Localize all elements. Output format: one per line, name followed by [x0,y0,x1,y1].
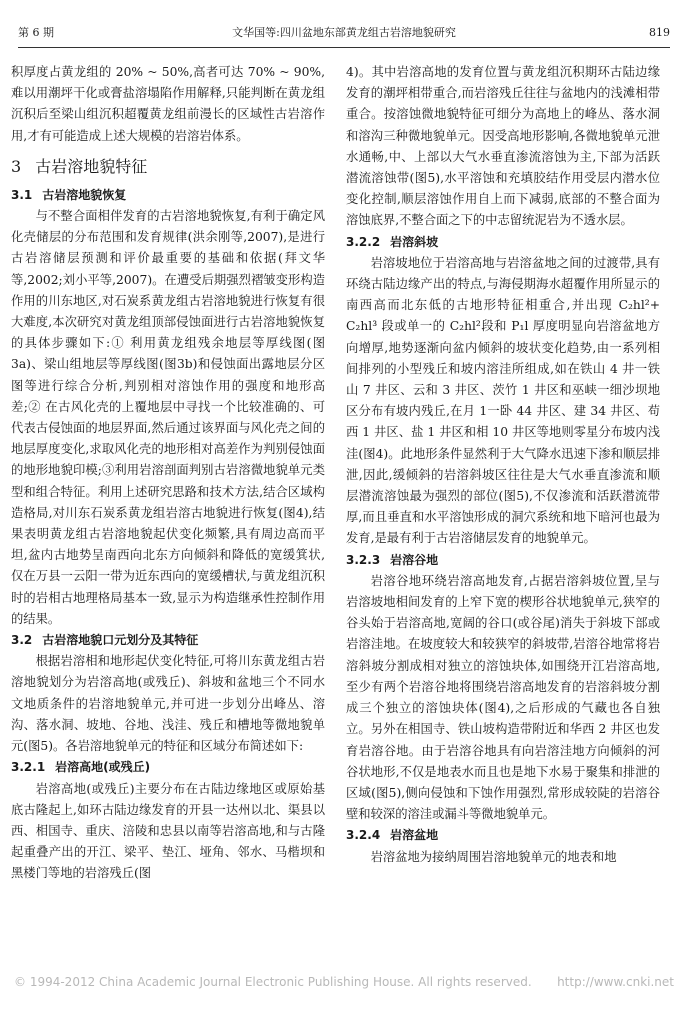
section-3-2-1-number: 3.2.1 [11,760,46,775]
right-column [346,62,660,868]
section-3-2-paragraph: 根据岩溶相和地形起伏变化特征,可将川东黄龙组古岩溶地貌划分为岩溶高地(或残丘)、斜坡和盆地三个不同水文地质条件的岩溶地貌单元,并可进一步划分出峰丛、溶沟、落水洞、坡地、谷地、浅洼、残丘和槽地等微地貌单元(图5)。各岩溶地貌单元的特征和区域分布简述如下: [11,654,325,754]
section-3-2-title: 古岩溶地貌口元划分及其特征 [42,633,199,648]
section-3-title: 古岩溶地貌特征 [35,156,148,176]
section-3-1-paragraph: 与不整合面相伴发育的古岩溶地貌恢复,有利于确定风化壳储层的分布范围和发育规律(洪余刚等,2007),是进行古岩溶储层预测和评价最重要的基础和依据(拜文华等,2002;刘小平等,2007)。在遭受后期强烈褶皱变形构造作用的川东地区,对石炭系黄龙组古岩溶地貌进行恢复有很大难度,本次研究对黄龙组顶部侵蚀面进行古岩溶地貌恢复的具体步骤如下:① 利用黄龙组残余地层等厚线图(图3a)、梁山组地层等厚线图(图3b)和侵蚀面出露地层分区图等进行综合分析,判别相对溶蚀作用的强度和地形高差;② 在古风化壳的上覆地层中寻找一个比较准确的、可代表古侵蚀面的地层界面,然后通过该界面与风化壳之间的地层厚度变化,求取风化壳的地形相对高差作为判别侵蚀面的地形地貌印模;③利用岩溶剖面判别古岩溶微地貌单元类型和组合特征。利用上述研究思路和技术方法,结合区域构造格局,对川东石炭系黄龙组岩溶古地貌进行恢复(图4),结果表明黄龙组古岩溶地貌起伏变化频繁,具有周边高而平坦,盆内古地势呈南西向北东方向倾斜和降低的宽缓箕状,仅在万县一云阳一带为近东西向的宽缓槽状,与黄龙组沉积时的岩相古地理格局基本一致,显示为构造继承性控制作用的结果。 [11,209,325,626]
section-3-1-number: 3.1 [11,187,33,202]
running-header [18,24,670,42]
section-3-2-3-number: 3.2.3 [346,552,381,567]
copyright-watermark [14,974,674,990]
section-3-2-1-title: 岩溶高地(或残丘) [55,760,151,775]
intro-paragraph: 积厚度占黄龙组的 20% ~ 50%,高者可达 70% ~ 90%,难以用潮坪干化或膏盐溶塌陷作用解释,只能判断在黄龙组沉积后至梁山组沉积超覆黄龙组前漫长的区域性古岩溶作用,才有可能造成上述大规模的岩溶岩体系。 [11,65,325,143]
section-3-2-2-paragraph: 岩溶坡地位于岩溶高地与岩溶盆地之间的过渡带,具有环绕古陆边缘产出的特点,与海侵期海水超覆作用所显示的南西高而北东低的古地形特征相重合,并出现 C₂hl²+ C₂hl³ 段或单一的 C₂hl²段和 P₁l 厚度明显向岩溶盆地方向增厚,地势逐渐向盆内倾斜的坡状变化趋势,由一系列相间排列的小型残丘和坡内溶洼所组成,如在铁山 4 井一铁山 7 井区、云和 3 井区、茨竹 1 井区和巫峡一细沙坝地区分布有坡内残丘,在月 1一卧 44 井区、建 34 井区、苟西 1 井区、盐 1 井区和相 10 井区等地则零星分布坡内浅洼(图4)。此地形条件显然利于大气降水迅速下渗和顺层排泄,因此,缓倾斜的岩溶斜坡区往往是大气水垂直渗流和顺层潜流溶蚀最为强烈的部位(图5),不仅渗流和活跃潜流带厚,而且垂直和水平溶蚀形成的洞穴系统和地下暗河也最为发育,是最有利于古岩溶储层发育的地貌单元。 [346,255,660,546]
section-3-2-2-number: 3.2.2 [346,234,381,249]
section-3-2-4-heading [346,825,660,846]
running-title: 文华国等:四川盆地东部黄龙组古岩溶地貌研究 [232,26,456,39]
issue-label: 第 6 期 [18,26,54,39]
section-3-number: 3 [11,156,22,176]
section-3-2-2-title: 岩溶斜坡 [390,234,439,249]
section-3-2-3-title: 岩溶谷地 [390,552,439,567]
section-3-2-3-heading [346,550,660,571]
section-3-1-heading [11,185,325,206]
section-3-2-2-heading [346,232,660,253]
copyright-text: © 1994-2012 China Academic Journal Electronic Publishing House. All rights reserved. [14,975,532,989]
section-3-2-4-number: 3.2.4 [346,828,381,843]
cnki-url[interactable]: http://www.cnki.net [557,975,674,989]
left-column [11,62,325,885]
section-3-2-3-paragraph: 岩溶谷地环绕岩溶高地发育,占据岩溶斜坡位置,呈与岩溶坡地相间发育的上窄下宽的楔形谷状地貌单元,狭窄的谷头始于岩溶高地,宽阔的谷口(或谷尾)消失于斜坡下部或岩溶洼地。在坡度较大和较狭窄的斜坡带,岩溶谷地常将岩溶斜坡分割成相对独立的溶蚀块体,如围绕开江岩溶高地,至少有两个岩溶谷地将围绕岩溶高地发育的岩溶斜坡分割成三个独立的溶蚀块体(图4),之后形成的气藏也各自独立。另外在相国寺、铁山坡构造带附近和华西 2 井区也发育岩溶谷地。由于岩溶谷地具有向岩溶洼地方向倾斜的河谷状地形,不仅是地表水而且也是地下水易于聚集和排泄的区域(图5),侧向侵蚀和下蚀作用强烈,常形成较陡的岩溶谷壁和较深的溶洼或漏斗等微地貌单元。 [346,573,660,822]
section-3-2-heading [11,630,325,651]
section-3-1-title: 古岩溶地貌恢复 [42,187,127,202]
section-3-2-4-title: 岩溶盆地 [390,828,439,843]
section-3-heading [11,153,325,181]
section-3-2-1-heading [11,757,325,778]
section-3-2-1-paragraph: 岩溶高地(或残丘)主要分布在古陆边缘地区或原始基底古隆起上,如环古陆边缘发育的开县一达州以北、渠县以西、相国寺、重庆、涪陵和忠县以南等岩溶高地,和与古隆起重叠产出的开江、梁平、垫江、垭角、邻水、马楷坝和黑楼门等地的岩溶残丘(图 [11,781,325,881]
section-3-2-number: 3.2 [11,633,33,648]
continued-paragraph: 4)。其中岩溶高地的发育位置与黄龙组沉积期环古陆边缘发育的潮坪相带重合,而岩溶残丘往往与盆地内的浅滩相带重合。按溶蚀微地貌特征可细分为高地上的峰丛、落水洞和溶沟三种微地貌单元。因受高地形影响,各微地貌单元泄水通畅,中、上部以大气水垂直渗流溶蚀为主,下部为活跃潜流溶蚀带(图5),水平溶蚀和充填胶结作用受层内潜水位变化控制,顺层溶蚀作用自上而下减弱,底部的不整合面为溶蚀底界,不整合面之下的中志留统泥岩为不透水层。 [346,65,660,228]
header-rule [18,47,670,48]
page-number: 819 [649,26,670,39]
section-3-2-4-paragraph: 岩溶盆地为接纳周围岩溶地貌单元的地表和地 [370,849,617,864]
